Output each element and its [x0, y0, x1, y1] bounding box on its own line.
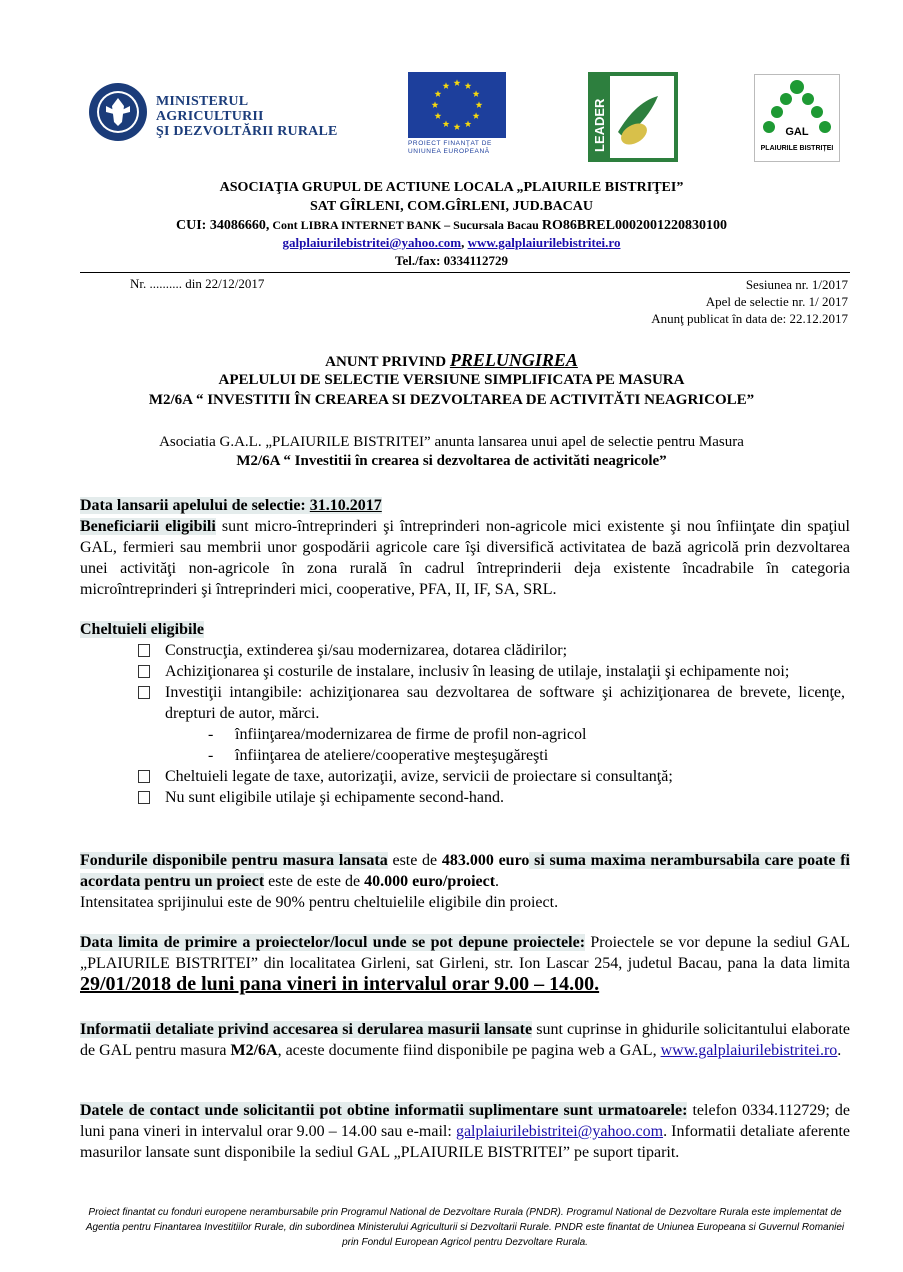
title-line-3: M2/6A “ INVESTITII ÎN CREAREA SI DEZVOLTAREA DE ACTIVITĂTI NEAGRICOLE” [148, 392, 755, 408]
document-number: Nr. .......... din 22/12/2017 [130, 276, 265, 291]
header-divider [80, 272, 850, 273]
government-seal-icon [88, 82, 148, 142]
gal-tree-icon [755, 75, 839, 145]
support-intensity: Intensitatea sprijinului este de 90% pentru cheltuielile eligibile din proiect. [80, 894, 559, 911]
leader-logo [588, 72, 678, 162]
expenses-list [135, 640, 845, 808]
list-item: Nu sunt eligibile utilaje şi echipamente second-hand. [135, 787, 845, 808]
website-link[interactable]: www.galplaiurilebistritei.ro [467, 235, 621, 250]
expenses-heading: Cheltuieli eligibile [80, 621, 204, 638]
sub-list-item: - înfiinţarea de ateliere/cooperative meşteşugăreşti [208, 747, 549, 764]
beneficiaries-paragraph: Beneficiarii eligibili sunt micro-întreprinderi şi întreprinderi non-agricole mici existente şi nou înfiinţate din spaţiul GAL, fermieri sau membrii unor gospodării agricole care îşi diversifică activitatea de bază agricolă prin dezvoltarea unei activităţi non-agricole în zona rurală în cadrul întreprinderii deja existente încadrabile în categoria microîntreprinderi şi întreprinderi mici, cooperative, PFA, II, IF, SA, SRL. [80, 518, 850, 598]
info-paragraph: Informatii detaliate privind accesarea si derularea masurii lansate sunt cuprinse in ghidurile solicitantului elaborate de GAL pentru masura M2/6A, aceste documente fiind disponibile pe pagina web a GAL, www.galplaiurilebistritei.ro. [80, 1021, 851, 1059]
session-info: Sesiunea nr. 1/2017 Apel de selectie nr. 1/ 2017 Anunţ publicat în data de: 22.12.2017 [651, 277, 848, 326]
gal-caption: PLAIURILE BISTRIȚEI [760, 145, 834, 152]
gal-text: GAL [785, 126, 809, 138]
checkbox-bullet-icon [138, 665, 150, 678]
title-line-2: APELULUI DE SELECTIE VERSIUNE SIMPLIFICATA PE MASURA [218, 372, 685, 388]
intro-line-1: Asociatia G.A.L. „PLAIURILE BISTRITEI” anunta lansarea unui apel de selectie pentru Masura [159, 434, 744, 450]
funds-paragraph: Fondurile disponibile pentru masura lansata este de 483.000 euro si suma maxima nerambursabila care poate fi acordata pentru un proiect este de este de 40.000 euro/proiect. Intensitatea sprijinului este de 90% pentru cheltuielile eligibile din proiect. [80, 852, 851, 911]
page-title: ANUNT PRIVIND PRELUNGIREA [325, 350, 578, 370]
list-item: Construcţia, extinderea şi/sau modernizarea, dotarea clădirilor; [135, 640, 845, 661]
eu-logo [408, 72, 508, 160]
deadline-date: 29/01/2018 de luni pana vineri in intervalul orar 9.00 – 14.00. [80, 973, 600, 995]
footer-note: Proiect finantat cu fonduri europene nerambursabile prin Programul National de Dezvoltare Rurala (PNDR). Programul National de Dezvoltare Rurala este implementat de Agentia pentru Finantarea Investitiilor Rurale, din subordinea Ministerului Agriculturii si Dezvoltarii Rurale. PNDR este finantat de Uniunea Europeana si Guvernul Romaniei prin Fondul European Agricol pentru Dezvoltare Rurala. [85, 1207, 845, 1248]
sub-list-item: - înfiinţarea/modernizarea de firme de profil non-agricol [208, 726, 587, 743]
email-link[interactable]: galplaiurilebistritei@yahoo.com [455, 1123, 664, 1140]
ministry-logo [88, 82, 358, 144]
intro-line-2: M2/6A “ Investitii în crearea si dezvoltarea de activităti neagricole” [236, 453, 667, 469]
contact-paragraph: Datele de contact unde solicitantii pot obtine informatii suplimentare sunt urmatoarele: telefon 0334.112729; de luni pana vineri in intervalul orar 9.00 – 14.00 sau e-mail: galplaiurilebistritei@yahoo.com. Informatii detaliate aferente masurilor lansate sunt disponibile la sediul GAL „PLAIURILE BISTRITEI” pe suport tiparit. [80, 1102, 850, 1161]
phone: Tel./fax: 0334112729 [395, 253, 508, 268]
email-link[interactable]: galplaiurilebistritei@yahoo.com [282, 235, 462, 250]
list-item: Cheltuieli legate de taxe, autorizaţii, avize, servicii de proiectare si consultanţă; [135, 766, 845, 787]
checkbox-bullet-icon [138, 791, 150, 804]
eu-caption: PROIECT FINANŢAT DE UNIUNEA EUROPEANĂ [408, 140, 492, 155]
deadline-paragraph: Data limita de primire a proiectelor/locul unde se pot depune proiectele: Proiectele se vor depune la sediul GAL „PLAIURILE BISTRITEI” din localitatea Girleni, sat Girleni, str. Ion Lascar 254, judetul Bacau, pana la data limita 29/01/2018 de luni pana vineri in intervalul orar 9.00 – 14.00. [80, 934, 850, 995]
website-link[interactable]: www.galplaiurilebistritei.ro [660, 1042, 838, 1059]
list-item: Achiziţionarea şi costurile de instalare, inclusiv în leasing de utilaje, instalaţii şi echipamente noi; [135, 661, 845, 682]
association-bank: CUI: 34086660, Cont LIBRA INTERNET BANK – Sucursala Bacau RO86BREL0002001220830100 [176, 218, 727, 233]
checkbox-bullet-icon [138, 644, 150, 657]
checkbox-bullet-icon [138, 770, 150, 783]
ministry-name: MINISTERUL AGRICULTURII ŞI DEZVOLTĂRII RURALE [156, 94, 338, 139]
checkbox-bullet-icon [138, 686, 150, 699]
leader-icon [588, 72, 678, 162]
leader-text: LEADER [592, 98, 607, 152]
launch-date: Data lansarii apelului de selectie: 31.10.2017 [80, 497, 382, 514]
association-address: SAT GÎRLENI, COM.GÎRLENI, JUD.BACAU [309, 199, 594, 214]
gal-logo [754, 74, 840, 162]
eu-flag-icon [408, 72, 506, 138]
contact-links: galplaiurilebistritei@yahoo.com, www.galplaiurilebistritei.ro [282, 235, 621, 250]
list-item: Investiţii intangibile: achiziţionarea sau dezvoltarea de software şi achiziţionarea de brevete, licenţe, drepturi de autor, mărci. [135, 682, 845, 724]
association-name: ASOCIAŢIA GRUPUL DE ACTIUNE LOCALA „PLAIURILE BISTRIŢEI” [219, 180, 684, 195]
